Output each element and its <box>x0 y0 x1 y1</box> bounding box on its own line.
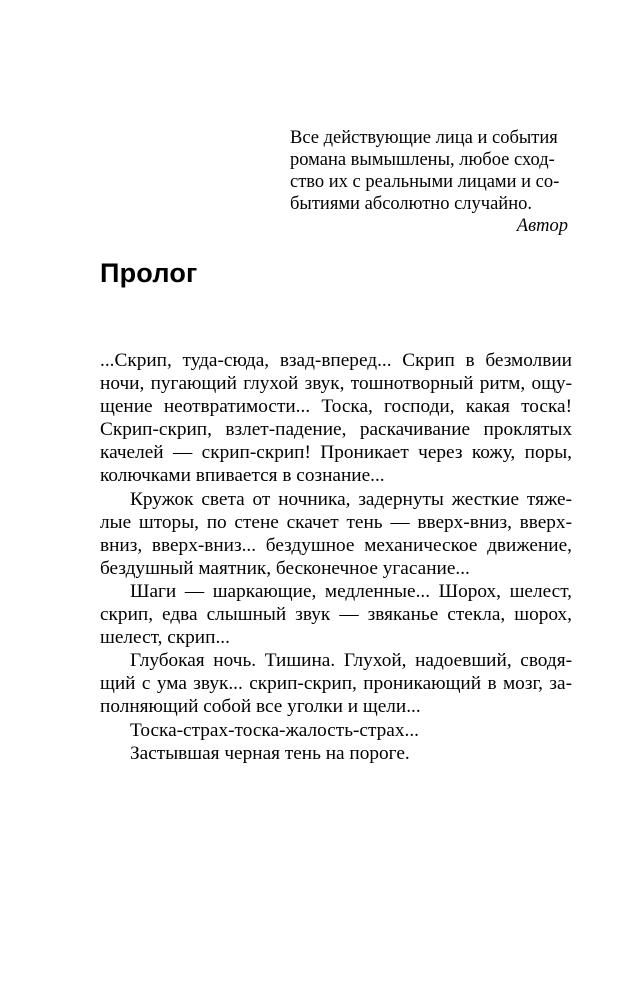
text-line: щий с ума звук... скрип-скрип, проникающий в мозг, за- <box>100 673 572 695</box>
text-line: колючками впивается в сознание... <box>100 465 385 487</box>
epigraph-line: ство их с реальными лицами и со- <box>290 172 560 192</box>
text-line: Кружок света от ночника, задернуты жесткие тяже- <box>130 488 572 510</box>
text-line: Застывшая черная тень на пороге. <box>130 742 410 764</box>
text-line: Глубокая ночь. Тишина. Глухой, надоевший, сводя- <box>130 650 572 672</box>
chapter-title: Пролог <box>100 258 198 288</box>
text-line: ...Скрип, туда-сюда, взад-вперед... Скрип в безмолвии <box>100 350 572 371</box>
epigraph <box>290 127 570 237</box>
text-line: Тоска-страх-тоска-жалость-страх... <box>130 719 419 741</box>
text-line: полняющий собой все уголки и щели... <box>100 696 421 718</box>
text-line: щение неотвратимости... Тоска, господи, какая тоска! <box>100 396 572 418</box>
text-line: скрип, едва слышный звук — звяканье стекла, шорох, <box>100 604 572 626</box>
epigraph-line: Все действующие лица и события <box>290 128 558 148</box>
text-line: Шаги — шаркающие, медленные... Шорох, шелест, <box>130 580 572 602</box>
epigraph-line: бытиями абсолютно случайно. <box>290 194 532 214</box>
chapter-body <box>100 349 572 765</box>
text-line: ночи, пугающий глухой звук, тошнотворный ритм, ощу- <box>100 373 572 395</box>
text-line: шелест, скрип... <box>100 627 230 649</box>
text-line: качелей — скрип-скрип! Проникает через кожу, поры, <box>100 442 572 464</box>
text-line: вниз, вверх-вниз... бездушное механическое движение, <box>100 534 572 556</box>
text-line: Скрип-скрип, взлет-падение, раскачивание проклятых <box>100 419 572 441</box>
text-line: лые шторы, по стене скачет тень — вверх-вниз, вверх- <box>100 511 572 533</box>
text-line: бездушный маятник, бесконечное угасание... <box>100 557 470 579</box>
epigraph-line: романа вымышлены, любое сход- <box>290 150 555 170</box>
epigraph-author: Автор <box>516 216 568 236</box>
